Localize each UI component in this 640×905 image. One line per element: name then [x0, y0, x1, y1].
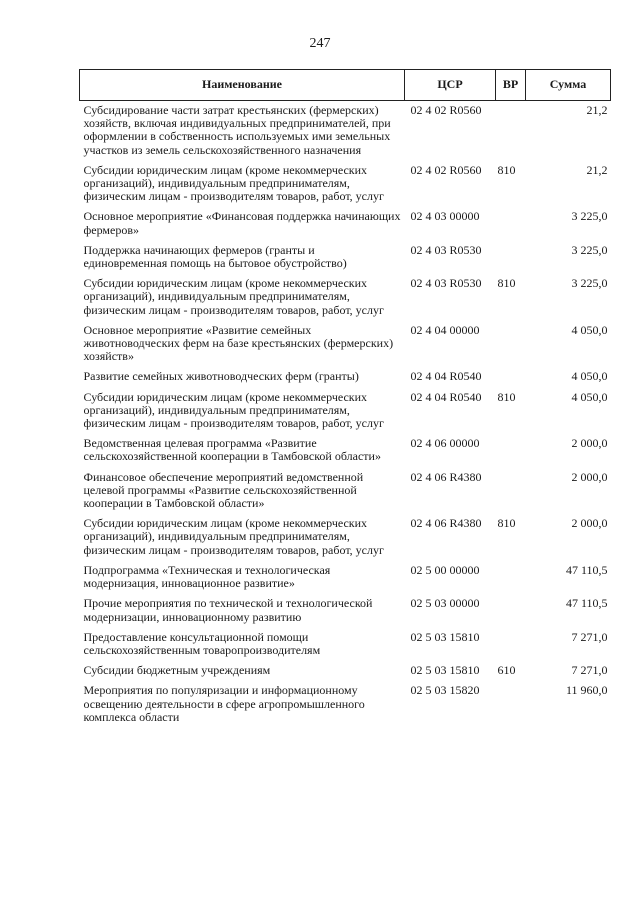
row-sum: 7 271,0 [571, 629, 608, 644]
row-sum: 47 110,5 [565, 596, 608, 611]
table-row [80, 388, 611, 435]
row-csr: 02 4 04 R0540 [410, 389, 482, 404]
table-row [80, 274, 611, 321]
row-csr: 02 4 03 R0530 [410, 276, 482, 291]
row-sum: 21,2 [586, 162, 608, 177]
row-name: Поддержка начинающих фермеров (гранты и единовременная помощь на бытовое обустройство) [83, 242, 347, 271]
table-row [80, 434, 611, 467]
row-name: Ведомственная целевая программа «Развитие сельскохозяйственной кооперации в Тамбовской области» [83, 436, 381, 464]
row-vr [496, 321, 526, 368]
row-csr: 02 4 02 R0560 [410, 162, 482, 177]
row-sum: 11 960,0 [565, 683, 608, 698]
budget-table [79, 69, 611, 728]
row-name: Субсидирование части затрат крестьянских (фермерских) хозяйств, включая индивидуальных предпринимателей, при оформлении в собственность используемых ими земельных участков из земель сельскохозяйственного назначения [83, 103, 391, 157]
row-csr: 02 4 03 R0530 [410, 242, 482, 257]
row-name: Прочие мероприятия по технической и технологической модернизации, инновационному развитию [83, 596, 373, 624]
row-name: Предоставление консультационной помощи сельскохозяйственным товаропроизводителям [83, 629, 321, 657]
row-csr: 02 5 03 00000 [410, 596, 480, 611]
row-csr: 02 5 00 00000 [410, 562, 480, 577]
row-csr: 02 4 04 00000 [410, 322, 480, 337]
table-row [80, 594, 611, 627]
table-body [80, 101, 611, 728]
row-vr: 810 [497, 162, 516, 177]
table-row [80, 321, 611, 368]
row-sum: 2 000,0 [571, 469, 608, 484]
table-row [80, 514, 611, 561]
row-vr: 810 [497, 276, 516, 291]
row-sum: 2 000,0 [571, 516, 608, 531]
table-row [80, 681, 611, 728]
row-name: Подпрограмма «Техническая и технологическая модернизация, инновационное развитие» [83, 562, 331, 591]
row-name: Основное мероприятие «Финансовая поддержка начинающих фермеров» [83, 209, 401, 237]
table-row [80, 161, 611, 208]
row-vr [496, 561, 526, 594]
table-row [80, 628, 611, 661]
header-vr: ВР [496, 70, 526, 101]
row-vr [496, 468, 526, 515]
row-vr: 810 [497, 516, 516, 531]
row-sum: 7 271,0 [571, 663, 608, 678]
row-sum: 4 050,0 [571, 369, 608, 384]
table-header [80, 70, 611, 101]
table-row [80, 207, 611, 240]
table-row [80, 241, 611, 274]
row-sum: 21,2 [586, 103, 608, 117]
row-vr [496, 101, 526, 161]
row-vr [496, 367, 526, 387]
row-vr [496, 628, 526, 661]
row-csr: 02 4 06 00000 [410, 436, 480, 451]
header-sum: Сумма [526, 70, 611, 101]
row-csr: 02 4 04 R0540 [410, 369, 482, 384]
row-name: Развитие семейных животноводческих ферм (гранты) [83, 369, 359, 384]
row-vr: 810 [497, 389, 516, 404]
row-name: Основное мероприятие «Развитие семейных животноводческих ферм на базе крестьянских (фермерских) хозяйств» [83, 322, 394, 364]
row-name: Субсидии юридическим лицам (кроме некоммерческих организаций), индивидуальным предпринимателям, физическим лицам - производителям товаров, работ, услуг [83, 516, 384, 557]
table-row [80, 561, 611, 594]
row-vr [496, 594, 526, 627]
row-name: Субсидии бюджетным учреждениям [83, 663, 271, 678]
row-name: Финансовое обеспечение мероприятий ведомственной целевой программы «Развитие сельскохозяйственной кооперации в Тамбовской области» [83, 469, 364, 511]
row-vr [496, 207, 526, 240]
table-row [80, 367, 611, 387]
row-vr [496, 681, 526, 728]
table-row [80, 101, 611, 161]
row-sum: 3 225,0 [571, 242, 608, 257]
row-vr: 610 [497, 663, 516, 678]
row-csr: 02 5 03 15810 [410, 663, 480, 678]
row-sum: 2 000,0 [571, 436, 608, 451]
row-vr [496, 434, 526, 467]
header-csr: ЦСР [405, 70, 496, 101]
row-csr: 02 4 03 00000 [410, 209, 480, 224]
row-csr: 02 4 02 R0560 [410, 103, 482, 117]
row-csr: 02 4 06 R4380 [410, 469, 482, 484]
row-csr: 02 5 03 15810 [410, 629, 480, 644]
row-sum: 47 110,5 [565, 562, 608, 577]
header-row [80, 70, 611, 101]
row-sum: 3 225,0 [571, 209, 608, 224]
row-csr: 02 4 06 R4380 [410, 516, 482, 531]
row-name: Мероприятия по популяризации и информационному освещению деятельности в сфере агропромышленного комплекса области [83, 683, 365, 724]
row-sum: 4 050,0 [571, 322, 608, 337]
row-name: Субсидии юридическим лицам (кроме некоммерческих организаций), индивидуальным предпринимателям, физическим лицам - производителям товаров, работ, услуг [83, 276, 384, 317]
row-sum: 4 050,0 [571, 389, 608, 404]
table-row [80, 468, 611, 515]
header-name: Наименование [80, 70, 405, 101]
page-number: 247 [309, 36, 331, 51]
row-csr: 02 5 03 15820 [410, 683, 480, 698]
row-name: Субсидии юридическим лицам (кроме некоммерческих организаций), индивидуальным предпринимателям, физическим лицам - производителям товаров, работ, услуг [83, 389, 384, 431]
table-row [80, 661, 611, 681]
row-vr [496, 241, 526, 274]
row-sum: 3 225,0 [571, 276, 608, 291]
row-name: Субсидии юридическим лицам (кроме некоммерческих организаций), индивидуальным предпринимателям, физическим лицам - производителям товаров, работ, услуг [83, 162, 384, 204]
